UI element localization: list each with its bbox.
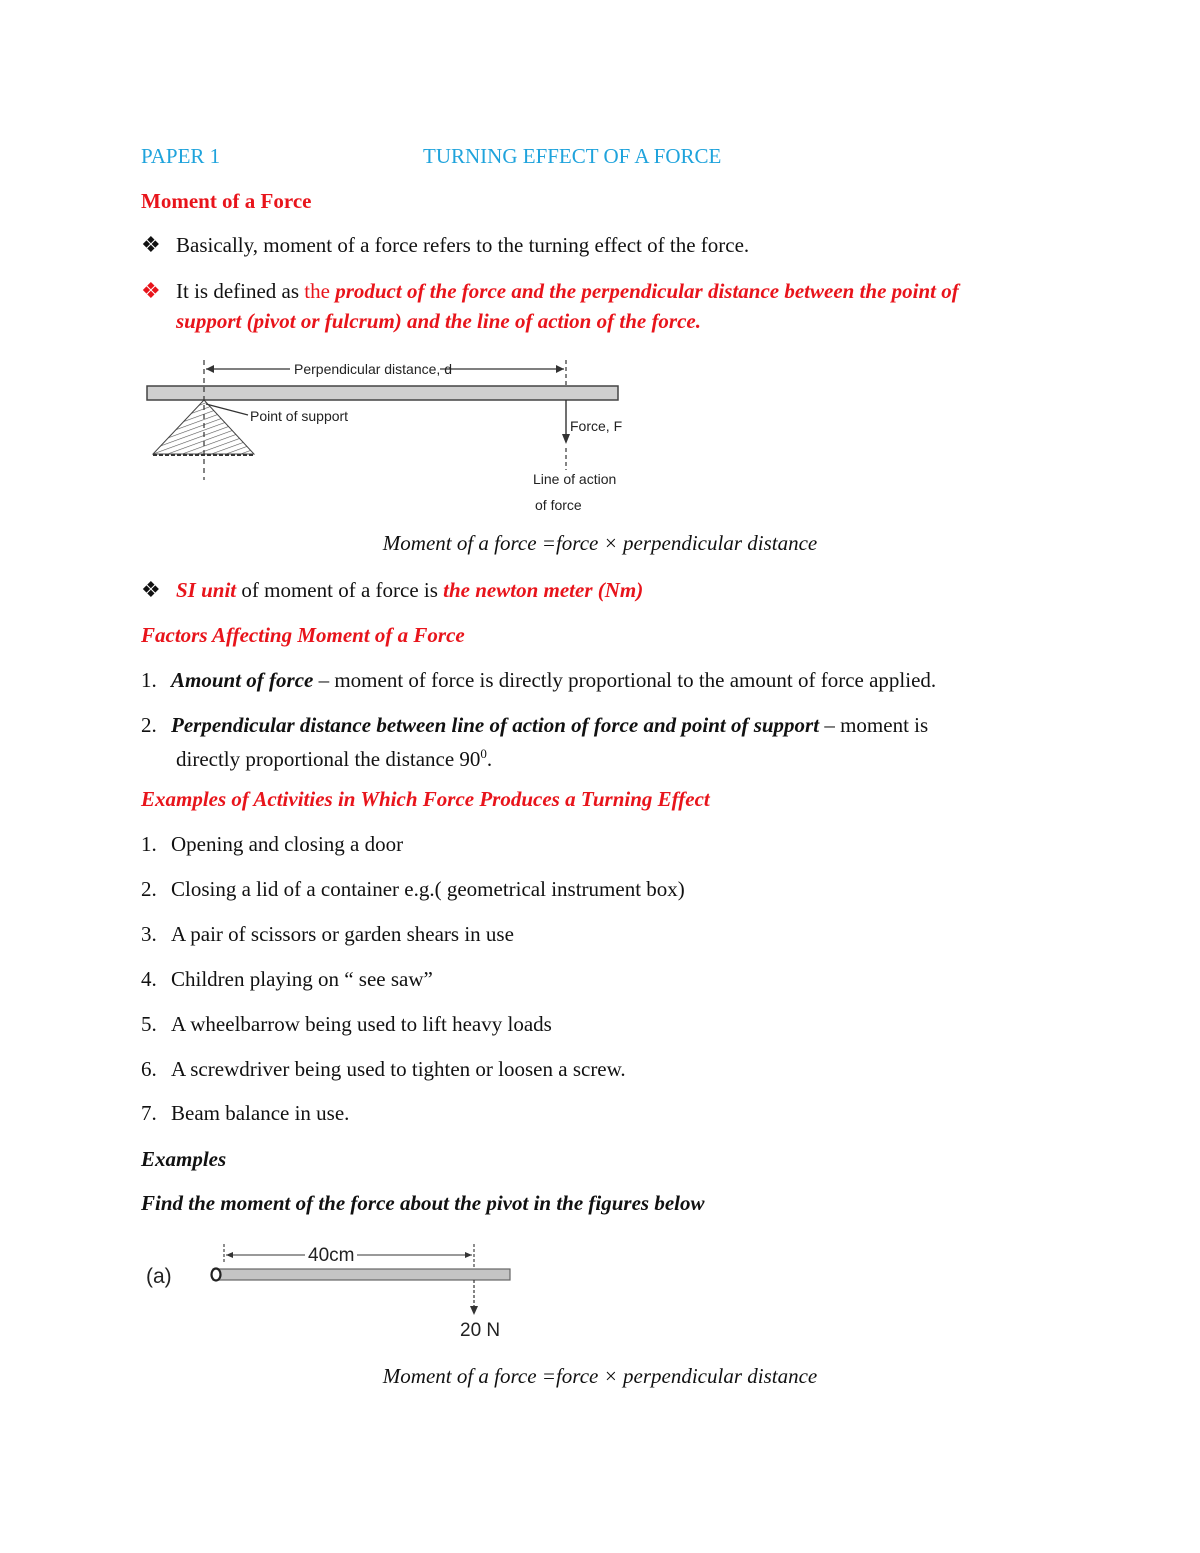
definition-lead: It is defined as	[176, 279, 305, 303]
distance-label: 40cm	[308, 1245, 355, 1266]
factor-desc: – moment of force is directly proportional to the amount of force applied.	[313, 668, 937, 692]
formula-moment: Moment of a force =force × perpendicular distance	[382, 531, 818, 555]
list-item	[141, 920, 514, 948]
bullet-text-definition-line1	[176, 277, 959, 305]
section-heading-moment: Moment of a Force	[141, 189, 312, 213]
pivot-icon	[212, 1269, 221, 1281]
beam	[147, 386, 618, 400]
factor-number: 2.	[141, 713, 157, 737]
list-item	[141, 830, 403, 858]
list-number: 1.	[141, 832, 157, 856]
examples-instruction: Find the moment of the force about the pivot in the figures below	[141, 1191, 705, 1215]
diamond-bullet-icon: ❖	[141, 577, 161, 602]
si-unit-middle: of moment of a force is	[236, 578, 444, 602]
list-item	[141, 1010, 552, 1038]
part-label: (a)	[146, 1265, 172, 1288]
examples-heading: Examples	[141, 1147, 227, 1171]
factor-title: Amount of force	[171, 668, 314, 692]
example-diagram-a	[140, 1240, 530, 1345]
list-number: 7.	[141, 1101, 157, 1125]
list-item	[141, 1099, 349, 1127]
degree-superscript: 0	[480, 746, 487, 761]
definition-emphasis-1: product of the force and the perpendicular distance between the point of	[335, 279, 959, 303]
rod	[213, 1269, 510, 1280]
si-unit-text	[176, 576, 643, 604]
force-label: 20 N	[460, 1320, 501, 1341]
si-unit-bullet	[141, 576, 161, 604]
list-number: 3.	[141, 922, 157, 946]
list-item	[141, 875, 685, 903]
list-text: Closing a lid of a container e.g.( geometrical instrument box)	[171, 877, 685, 901]
formula-moment-2: Moment of a force =force × perpendicular distance	[382, 1364, 818, 1388]
distance-label: Perpendicular distance, d	[294, 361, 452, 377]
bullet-item-definition-basic	[141, 231, 161, 259]
definition-emphasis-2: support (pivot or fulcrum) and the line of action of the force.	[176, 309, 701, 333]
list-text: A screwdriver being used to tighten or loosen a screw.	[171, 1057, 626, 1081]
diamond-bullet-icon: ❖	[141, 232, 161, 257]
support-label: Point of support	[250, 408, 349, 424]
list-number: 4.	[141, 967, 157, 991]
list-number: 6.	[141, 1057, 157, 1081]
bullet-text-basic: Basically, moment of a force refers to the turning effect of the force.	[176, 233, 750, 257]
factor-item-1	[141, 666, 936, 694]
factor-number: 1.	[141, 668, 157, 692]
factors-heading: Factors Affecting Moment of a Force	[141, 623, 465, 647]
moment-diagram	[140, 352, 630, 522]
paper-label: PAPER 1	[141, 144, 221, 168]
factor-desc-2: directly proportional the distance 90	[176, 747, 481, 771]
factor-desc: – moment is	[819, 713, 929, 737]
list-item	[141, 1055, 626, 1083]
force-label: Force, F	[570, 418, 623, 434]
diamond-bullet-icon: ❖	[141, 278, 161, 303]
list-number: 2.	[141, 877, 157, 901]
list-text: Children playing on “ see saw”	[171, 967, 433, 991]
factor-title: Perpendicular distance between line of action of force and point of support	[171, 713, 820, 737]
activities-heading: Examples of Activities in Which Force Produces a Turning Effect	[141, 787, 710, 811]
list-text: Beam balance in use.	[171, 1101, 350, 1125]
factor-item-2	[141, 711, 928, 739]
line-of-action-label-1: Line of action	[533, 471, 617, 487]
line-of-action-label-2: of force	[535, 497, 582, 513]
definition-the: the	[304, 279, 336, 303]
si-unit-emphasis: the newton meter (Nm)	[443, 578, 644, 602]
list-text: A wheelbarrow being used to lift heavy loads	[171, 1012, 552, 1036]
topic-title: TURNING EFFECT OF A FORCE	[423, 144, 722, 168]
list-text: A pair of scissors or garden shears in use	[171, 922, 514, 946]
list-item	[141, 965, 433, 993]
factor-desc-end: .	[486, 747, 493, 771]
factor-item-2-line2	[176, 740, 492, 773]
si-unit-lead: SI unit	[176, 578, 237, 602]
list-text: Opening and closing a door	[171, 832, 404, 856]
list-number: 5.	[141, 1012, 157, 1036]
bullet-item-definition	[141, 277, 161, 305]
